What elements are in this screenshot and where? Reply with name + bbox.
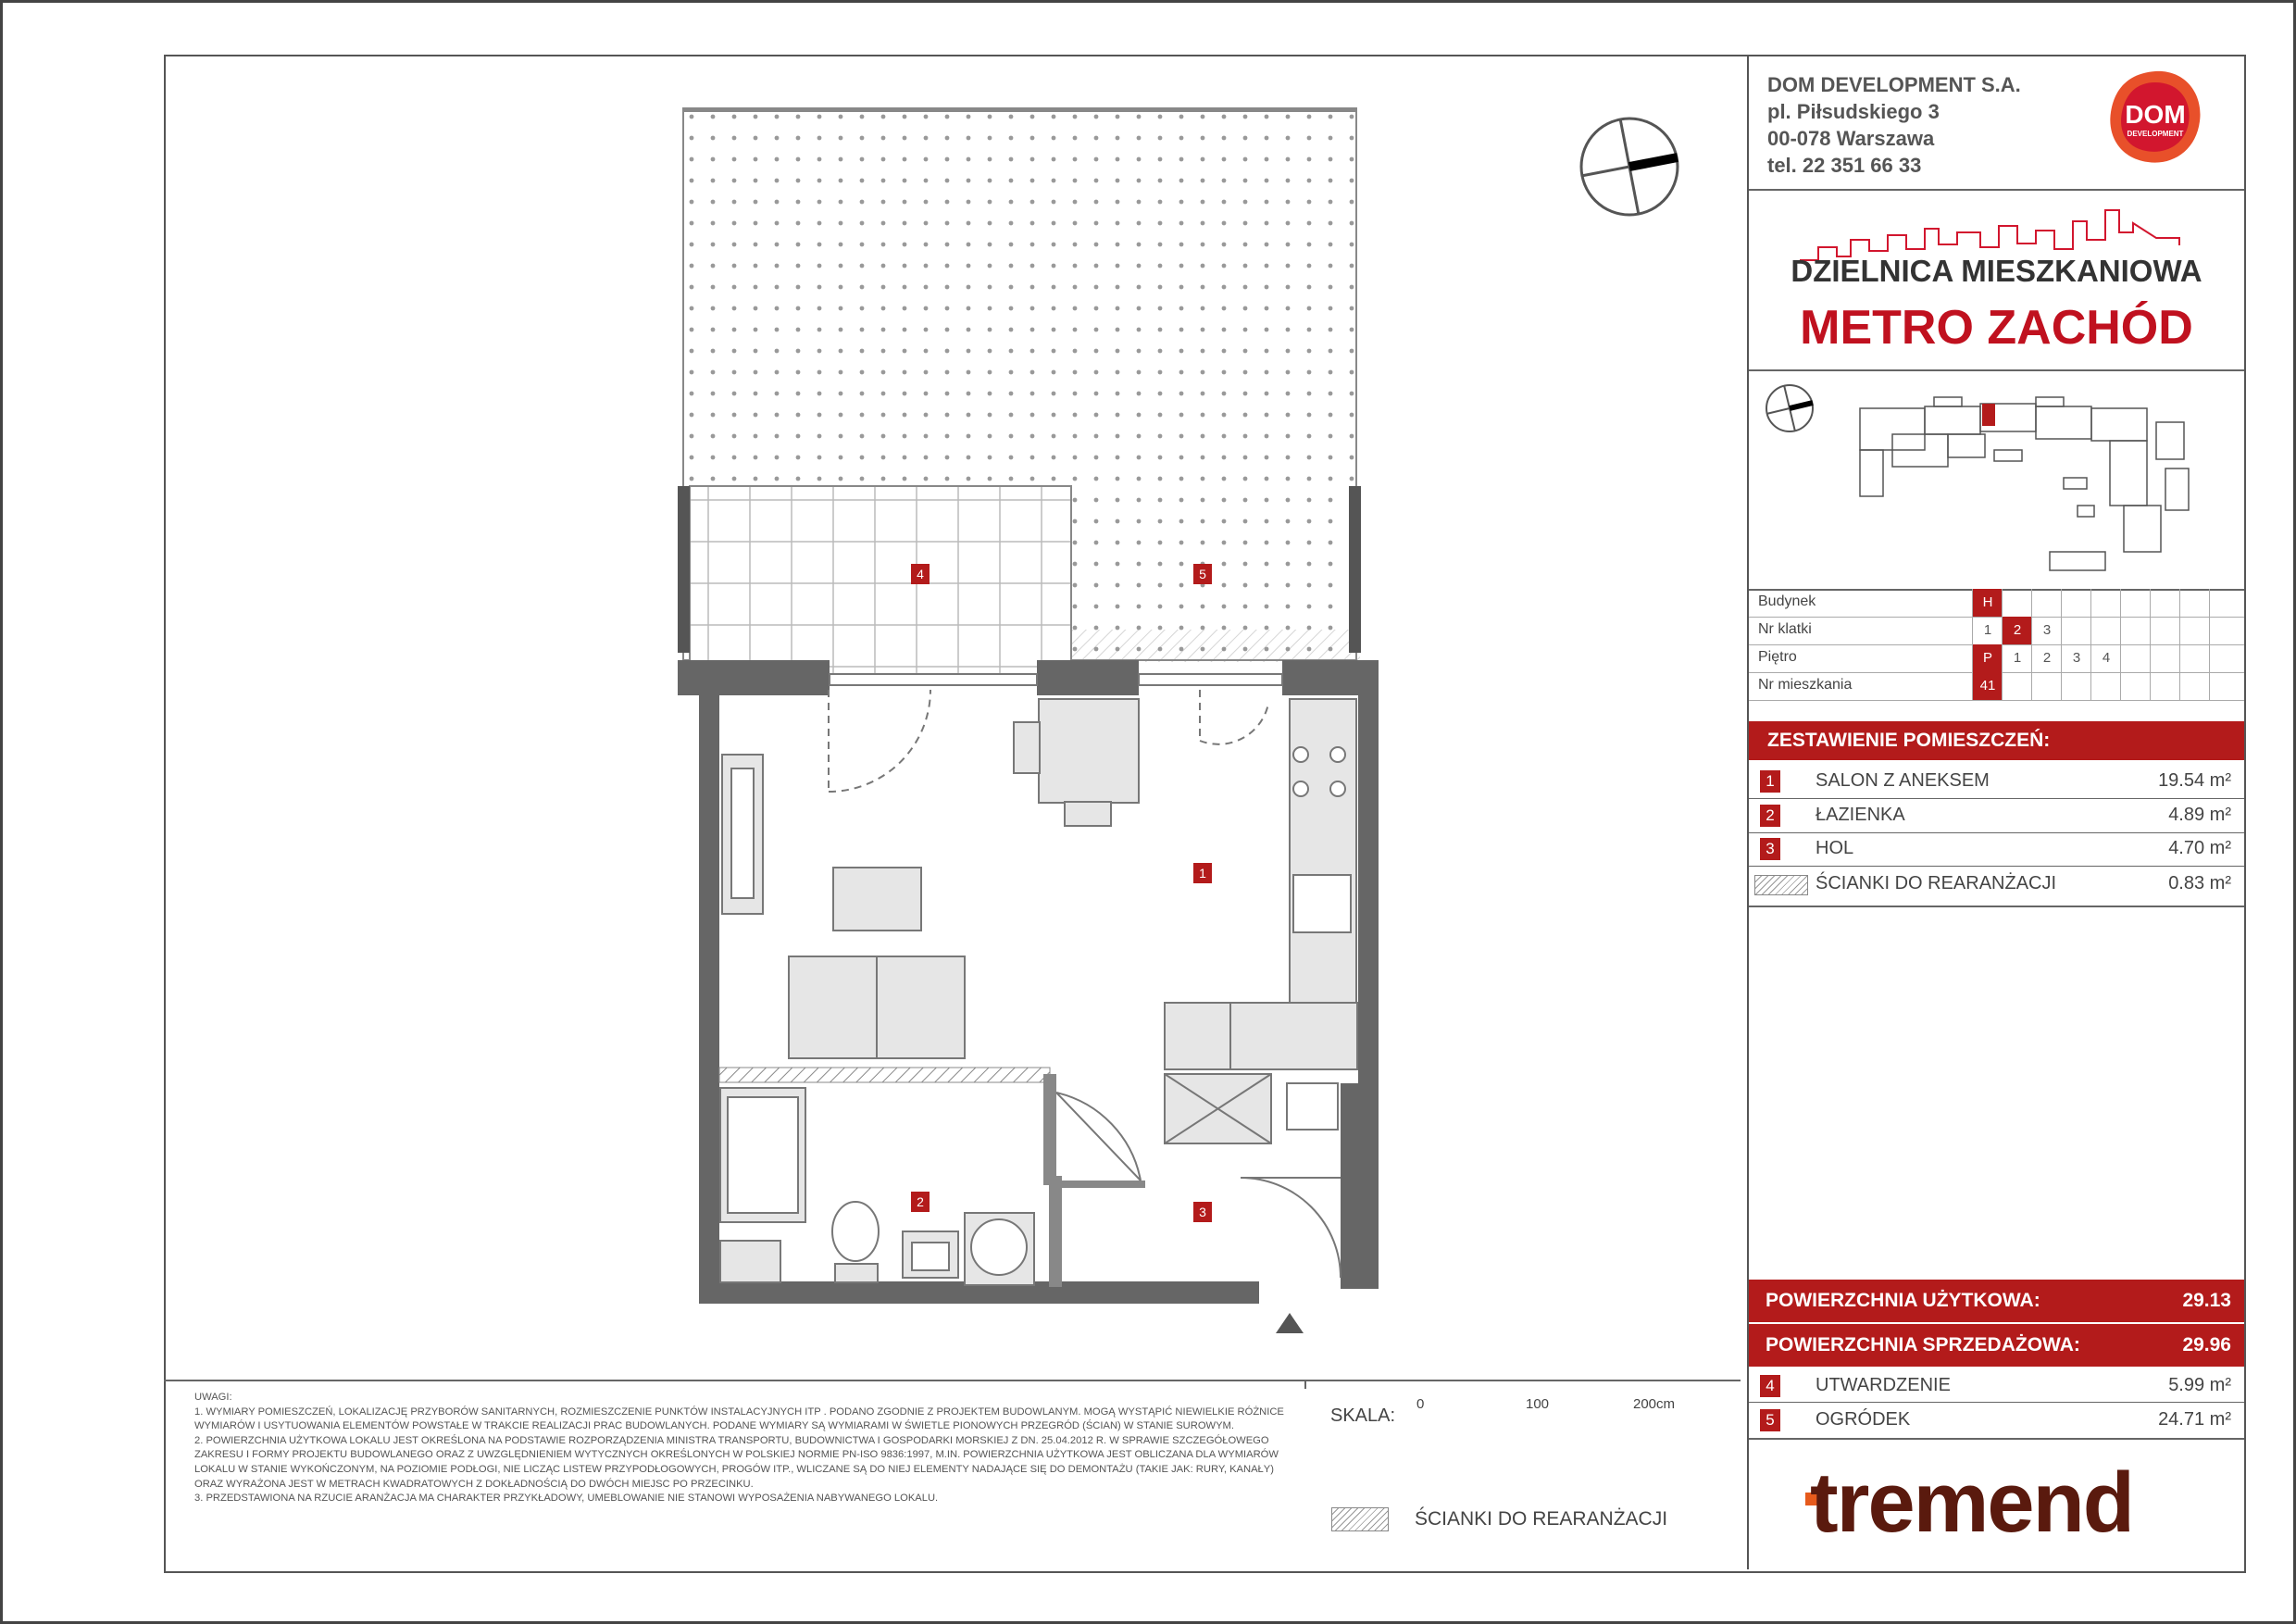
- site-plan-thumbnail: [1758, 381, 2240, 589]
- room-num: 1: [1760, 770, 1780, 793]
- note-1: 1. WYMIARY POMIESZCZEŃ, LOKALIZACJĘ PRZYBORÓW SANITARNYCH, ROZMIESZCZENIE PUNKTÓW INSTALACYJNYCH ITP . PODANO ZGODNIE Z PROJEKTEM BUDOWLANYM. MOGĄ WYSTĄPIĆ NIEWIELKIE RÓŻNICE WYMIARÓW I USYTUOWANIA ELEMENTÓW POWSTAŁE W TRAKCIE REALIZACJI PRAC BUDOWLANYCH. PODANE WYMIARY SĄ WYMIARAMI W ŚWIETLE PIONOWYCH PRZEGRÓD (ŚCIAN) W STANIE SUROWYM.: [194, 1405, 1284, 1432]
- stairwell-cell-3: 3: [2031, 617, 2062, 644]
- floor-cell-3: 3: [2061, 644, 2091, 672]
- room-area: 19.54 m²: [2158, 770, 2231, 791]
- company-city: 00-078 Warszawa: [1767, 127, 1935, 150]
- room-area: 4.70 m²: [2168, 838, 2231, 858]
- company-phone: tel. 22 351 66 33: [1767, 154, 1922, 177]
- company-street: pl. Piłsudskiego 3: [1767, 100, 1940, 123]
- extra-name: OGRÓDEK: [1816, 1409, 1911, 1430]
- legend-walls-label: ŚCIANKI DO REARANŻACJI: [1415, 1508, 1668, 1530]
- extra-num: 5: [1760, 1409, 1780, 1431]
- extra-row-5: [1749, 1404, 2244, 1437]
- walls-hatch-swatch: [1754, 875, 1808, 895]
- tremend-logo: tremend: [1810, 1455, 2133, 1550]
- sales-area-label: POWIERZCHNIA SPRZEDAŻOWA:: [1766, 1334, 2080, 1355]
- north-arrow-icon: [1581, 119, 1678, 215]
- extra-area: 24.71 m²: [2158, 1409, 2231, 1430]
- room-num: 3: [1760, 838, 1780, 860]
- entrance-marker: [1276, 1313, 1304, 1333]
- room-name: HOL: [1816, 838, 1854, 858]
- note-2: 2. POWIERZCHNIA UŻYTKOWA LOKALU JEST OKREŚLONA NA PODSTAWIE ROZPORZĄDZENIA MINISTRA TRANSPORTU, BUDOWNICTWA I GOSPODARKI MORSKIEJ Z DN. 25.04.2012 R. W SPRAWIE SZCZEGÓŁOWEGO ZAKRESU I FORMY PROJEKTU BUDOWLANEGO ORAZ Z UWZGLĘDNIENIEM WYTYCZNYCH OKREŚLONYCH W POLSKIEJ NORMIE PN-ISO 9836:1997, M.IN. POWIERZCHNIA UŻYTKOWA JEST OBLICZANA DLA WYMIARÓW LOKALU W STANIE WYKOŃCZONYM, NA POZIOMIE PODŁOGI, NIE LICZĄC LISTEW PRZYPODŁOGOWYCH, PROGÓW ITP., WLICZANE SĄ DO NIEJ ELEMENTY NADAJĄCE SIĘ DO DEMONTAŻU (TAKIE JAK: RURY, KANAŁY) ORAZ WYRAŻONA JEST W METRACH KWADRATOWYCH Z DOKŁADNOŚCIĄ DO DWÓCH MIEJSC PO PRZECINKU.: [194, 1434, 1279, 1490]
- extra-num: 4: [1760, 1375, 1780, 1397]
- room-tag-2: 2: [911, 1192, 930, 1212]
- label-stairwell: Nr klatki: [1758, 621, 1812, 637]
- note-3: 3. PRZEDSTAWIONA NA RZUCIE ARANŻACJA MA CHARAKTER PRZYKŁADOWY, UMEBLOWANIE NIE STANOWI WYPOSAŻENIA NABYWANEGO LOKALU.: [194, 1493, 939, 1505]
- room-name: SALON Z ANEKSEM: [1816, 770, 1990, 791]
- room-tag-1: 1: [1193, 863, 1212, 883]
- company-name: DOM DEVELOPMENT S.A.: [1767, 73, 2021, 96]
- room-tag-4: 4: [911, 564, 930, 584]
- extra-name: UTWARDZENIE: [1816, 1375, 1951, 1395]
- floor-cell-2: 2: [2031, 644, 2062, 672]
- scale-tick-0: 0: [1416, 1396, 1425, 1412]
- scale-tick-200: 200cm: [1633, 1396, 1676, 1412]
- furniture: [720, 699, 1357, 1285]
- notes-title: UWAGI:: [194, 1392, 232, 1403]
- location-table: [1749, 589, 2244, 700]
- dom-development-logo: [2103, 66, 2207, 169]
- usable-area-value: 29.13: [2182, 1290, 2231, 1311]
- sales-area-bar: [1749, 1324, 2244, 1367]
- rooms-section-title: ZESTAWIENIE POMIESZCZEŃ:: [1749, 721, 2244, 760]
- logo-dom-text: DOM: [2125, 100, 2186, 129]
- info-panel: [1747, 55, 2244, 1569]
- room-area: 4.89 m²: [2168, 805, 2231, 825]
- stairwell-cell-2: 2: [2002, 617, 2032, 644]
- sales-area-value: 29.96: [2182, 1334, 2231, 1355]
- terrace-paving: [690, 486, 1071, 681]
- floor-cell-p: P: [1972, 644, 2003, 672]
- company-address: [1767, 71, 2021, 179]
- legend-hatch-swatch: [1331, 1507, 1389, 1531]
- scale-tick-100: 100: [1526, 1396, 1550, 1412]
- extra-area: 5.99 m²: [2168, 1375, 2231, 1395]
- room-num: 2: [1760, 805, 1780, 827]
- stairwell-cell-1: 1: [1972, 617, 2003, 644]
- usable-area-label: POWIERZCHNIA UŻYTKOWA:: [1766, 1290, 2040, 1311]
- site-north-arrow-icon: [1766, 385, 1813, 431]
- room-row-1: [1749, 765, 2244, 798]
- label-floor: Piętro: [1758, 649, 1797, 665]
- scale-label: SKALA:: [1330, 1405, 1396, 1426]
- room-row-2: [1749, 799, 2244, 832]
- logo-development-text: DEVELOPMENT: [2127, 130, 2184, 138]
- brand-line-2: METRO ZACHÓD: [1800, 301, 2193, 355]
- walls-area: 0.83 m²: [2168, 873, 2231, 893]
- label-building: Budynek: [1758, 593, 1816, 609]
- notes-block: [194, 1391, 1287, 1506]
- apartment-cell: 41: [1972, 672, 2003, 700]
- floor-cell-1: 1: [2002, 644, 2032, 672]
- label-apartment: Nr mieszkania: [1758, 677, 1853, 693]
- walls-name: ŚCIANKI DO REARANŻACJI: [1816, 873, 2057, 893]
- room-tag-3: 3: [1193, 1202, 1212, 1222]
- room-name: ŁAZIENKA: [1816, 805, 1905, 825]
- brand-line-1: DZIELNICA MIESZKANIOWA: [1791, 254, 2202, 288]
- usable-area-bar: [1749, 1280, 2244, 1322]
- room-row-3: [1749, 832, 2244, 866]
- extra-row-4: [1749, 1369, 2244, 1403]
- walls-row: [1749, 868, 2244, 901]
- floor-cell-4: 4: [2090, 644, 2121, 672]
- room-tag-5: 5: [1193, 564, 1212, 584]
- building-cell: H: [1972, 589, 2003, 617]
